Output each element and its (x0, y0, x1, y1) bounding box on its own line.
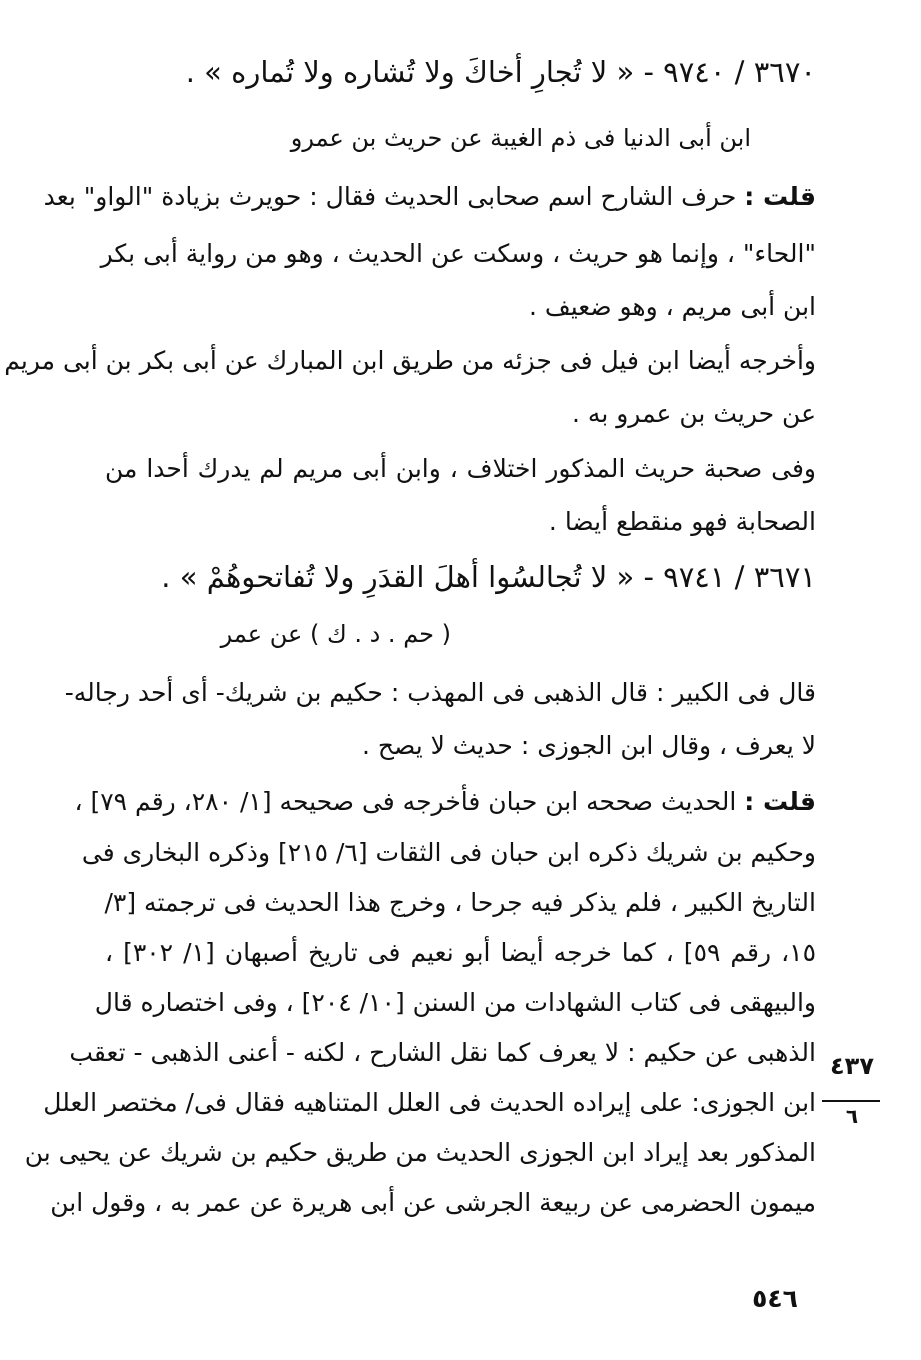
paragraph-line: الذهبى عن حكيم : لا يعرف كما نقل الشارح ، لكنه - أعنى الذهبى - تعقب (69, 1038, 816, 1067)
paragraph-line: وحكيم بن شريك ذكره ابن حبان فى الثقات [٦/ ٢١٥] وذكره البخارى فى (81, 838, 816, 867)
margin-reference-bottom: ٦ (845, 1104, 859, 1128)
paragraph-line (43, 182, 816, 211)
entry-3671-source: ( حم . د . ك ) عن عمر (220, 620, 451, 648)
paragraph-line: وفى صحبة حريث المذكور اختلاف ، وابن أبى مريم لم يدرك أحدا من (105, 454, 816, 483)
paragraph-line: ابن أبى مريم ، وهو ضعيف . (528, 292, 816, 321)
paragraph-line: وأخرجه أيضا ابن فيل فى جزئه من طريق ابن المبارك عن أبى بكر بن أبى مريم (4, 346, 816, 375)
paragraph-line (74, 787, 816, 816)
paragraph-text: حرف الشارح اسم صحابى الحديث فقال : حويرث بزيادة "الواو" بعد (43, 182, 737, 211)
paragraph-text: الحديث صححه ابن حبان فأخرجه فى صحيحه [١/ ٢٨٠، رقم ٧٩] ، (74, 787, 737, 816)
paragraph-line: لا يعرف ، وقال ابن الجوزى : حديث لا يصح . (361, 731, 816, 760)
margin-reference-top: ٤٣٧ (830, 1052, 874, 1080)
paragraph-line: "الحاء" ، وإنما هو حريث ، وسكت عن الحديث ، وهو من رواية أبى بكر (100, 239, 816, 268)
paragraph-line: والبيهقى فى كتاب الشهادات من السنن [١٠/ ٢٠٤] ، وفى اختصاره قال (94, 988, 816, 1017)
paragraph-line: ابن الجوزى: على إيراده الحديث فى العلل المتناهيه فقال فى/ مختصر العلل (43, 1088, 816, 1117)
entry-3670-heading: ٣٦٧٠ / ٩٧٤٠ - « لا تُجارِ أخاكَ ولا تُشاره ولا تُماره » . (185, 55, 816, 89)
paragraph-line: عن حريث بن عمرو به . (572, 399, 816, 428)
paragraph-line: الصحابة فهو منقطع أيضا . (548, 507, 816, 536)
margin-divider (822, 1100, 880, 1102)
entry-3671-heading: ٣٦٧١ / ٩٧٤١ - « لا تُجالسُوا أهلَ القدَرِ ولا تُفاتحوهُمْ » . (161, 560, 816, 594)
qult-label: قلت : (744, 182, 816, 211)
page-number: ٥٤٦ (752, 1284, 798, 1313)
paragraph-line: المذكور بعد إيراد ابن الجوزى الحديث من طريق حكيم بن شريك عن يحيى بن (24, 1138, 816, 1167)
paragraph-line: ١٥، رقم ٥٩] ، كما خرجه أيضا أبو نعيم فى تاريخ أصبهان [١/ ٣٠٢] ، (105, 938, 817, 967)
paragraph-line: قال فى الكبير : قال الذهبى فى المهذب : حكيم بن شريك- أى أحد رجاله- (64, 678, 816, 707)
paragraph-line: التاريخ الكبير ، فلم يذكر فيه جرحا ، وخرج هذا الحديث فى ترجمته [٣/ (104, 888, 816, 917)
qult-label: قلت : (744, 787, 816, 816)
entry-3670-source: ابن أبى الدنيا فى ذم الغيبة عن حريث بن عمرو (290, 124, 751, 152)
paragraph-line: ميمون الحضرمى عن ربيعة الجرشى عن أبى هريرة عن عمر به ، وقول ابن (50, 1188, 816, 1217)
